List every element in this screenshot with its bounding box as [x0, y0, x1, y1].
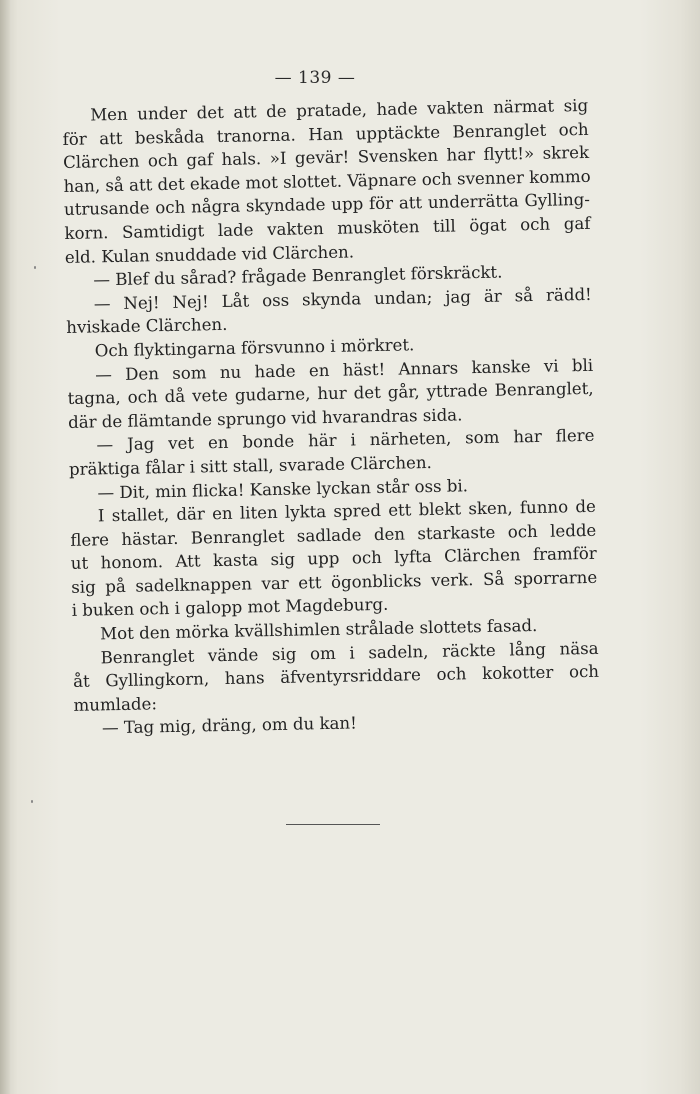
text-line: Mot den mörka kvällshimlen strålade slottets fasad.	[99, 616, 538, 644]
text-line: flere hästar. Benranglet sadlade den starkaste och ledde	[70, 520, 597, 550]
text-line: utrusande och några skyndade upp för att underrätta Gylling-	[63, 190, 591, 220]
text-line: — Jag vet en bonde här i närheten, som har flere	[96, 426, 595, 455]
text-line: — Blef du sårad? frågade Benranglet förskräckt.	[93, 262, 503, 290]
text-line: Och flyktingarna försvunno i mörkret.	[94, 335, 415, 361]
text-line: Men under det att de pratade, hade vakten närmat sig	[90, 95, 589, 125]
text-line: — Tag mig, dräng, om du kan!	[101, 713, 357, 738]
text-line: han, så att det ekade mot slottet. Väpnare och svenner kommo	[63, 166, 591, 196]
end-of-chapter-rule	[286, 824, 380, 825]
text-line: I stallet, där en liten lykta spred ett blekt sken, funno de	[97, 496, 597, 526]
paper-speck	[34, 266, 36, 269]
page-spine-shadow	[0, 0, 10, 1094]
page-number: — 139 —	[274, 68, 356, 88]
text-line: tagna, och då vete gudarne, hur det går, yttrade Benranglet,	[67, 378, 594, 409]
text-line: präktiga fålar i sitt stall, svarade Clärchen.	[68, 452, 433, 479]
text-line: — Nej! Nej! Låt oss skynda undan; jag är så rädd!	[93, 284, 592, 314]
text-line: åt Gyllingkorn, hans äfventyrsriddare och kokotter och	[72, 662, 600, 692]
text-line: ut honom. Att kasta sig upp och lyfta Clärchen framför	[70, 544, 597, 574]
text-line: korn. Samtidigt lade vakten musköten till ögat och gaf	[64, 213, 591, 243]
paper-speck	[31, 800, 33, 803]
text-line: — Dit, min flicka! Kanske lyckan står oss bi.	[97, 475, 469, 502]
text-line: i buken och i galopp mot Magdeburg.	[71, 595, 389, 621]
text-line: sig på sadelknappen var ett ögonblicks verk. Så sporrarne	[71, 567, 598, 597]
text-line: eld. Kulan snuddade vid Clärchen.	[64, 241, 355, 267]
text-line: Benranglet vände sig om i sadeln, räckte lång näsa	[100, 638, 599, 668]
text-line: där de flämtande sprungo vid hvarandras sida.	[67, 405, 463, 432]
text-line: för att beskåda tranorna. Han upptäckte Benranglet och	[62, 119, 589, 149]
body-text	[62, 94, 600, 741]
text-line: mumlade:	[73, 694, 158, 715]
text-line: hviskade Clärchen.	[66, 315, 228, 338]
text-line: — Den som nu hade en häst! Annars kanske vi bli	[95, 355, 594, 384]
text-line: Clärchen och gaf hals. »I gevär! Svensken har flytt!» skrek	[62, 143, 590, 173]
